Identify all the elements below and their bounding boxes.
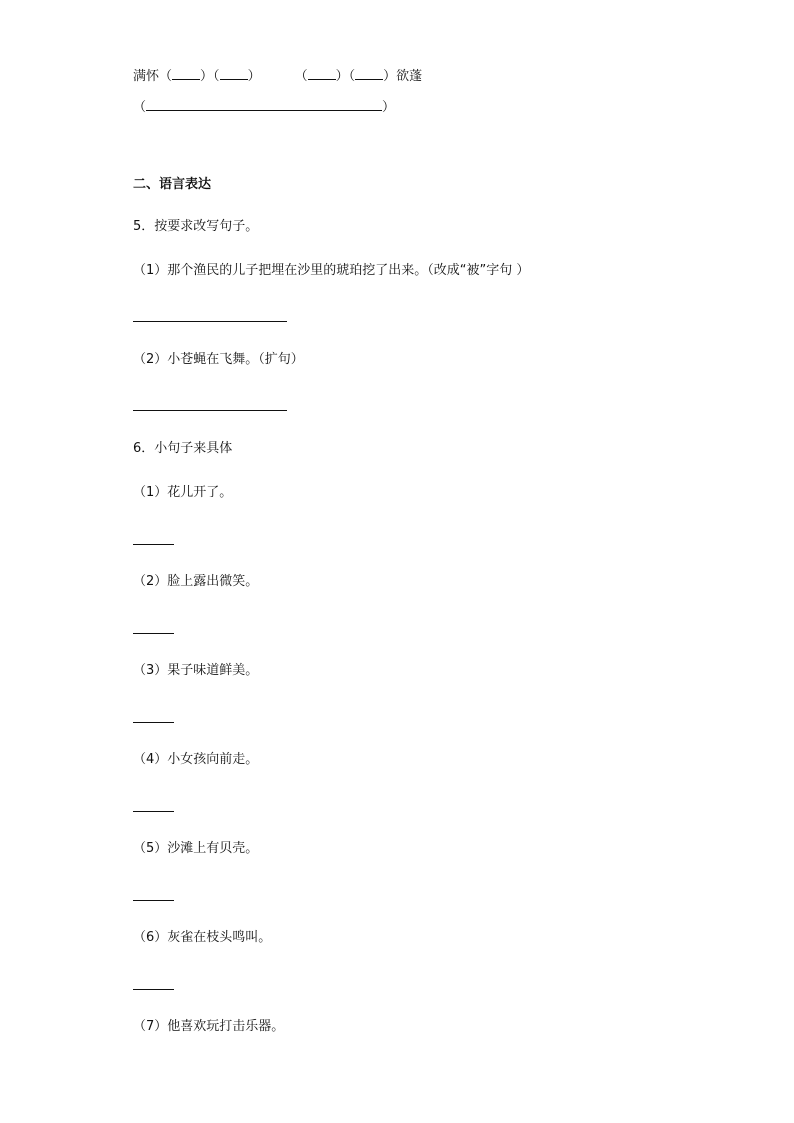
question-6-item-7: （7）他喜欢玩打击乐器。 (133, 1019, 285, 1034)
question-6-item-6: （6）灰雀在枝头鸣叫。 (133, 930, 272, 945)
question-6-title: 6．小句子来具体 (133, 441, 233, 456)
question-5-title: 5．按要求改写句子。 (133, 219, 259, 234)
fill-row-prefix: 满怀 (133, 69, 160, 84)
question-6-item-3: （3）果子味道鲜美。 (133, 663, 259, 678)
blank-field[interactable] (172, 67, 200, 80)
fill-row-suffix: 欲蓬 (396, 69, 423, 84)
answer-line[interactable] (133, 811, 174, 812)
answer-line[interactable] (133, 900, 174, 901)
question-6-item-5: （5）沙滩上有贝壳。 (133, 841, 259, 856)
answer-line[interactable] (133, 633, 174, 634)
blank-field[interactable] (220, 67, 248, 80)
fill-row: 满怀（ ）（ ） （ ）（ ）欲蓬 (133, 69, 423, 84)
question-5-item-2: （2）小苍蝇在飞舞。（扩句） (133, 352, 304, 367)
question-5-item-1: （1）那个渔民的儿子把埋在沙里的琥珀挖了出来。（改成“被”字句 ） (133, 263, 530, 278)
question-6-item-4: （4）小女孩向前走。 (133, 752, 259, 767)
answer-line[interactable] (133, 989, 174, 990)
long-blank-field[interactable] (146, 98, 382, 111)
answer-line[interactable] (133, 722, 174, 723)
long-blank-row: （ ） (133, 100, 396, 115)
section-heading: 二、语言表达 (133, 177, 212, 192)
answer-line[interactable] (133, 321, 287, 322)
question-6-item-1: （1）花儿开了。 (133, 485, 233, 500)
blank-field[interactable] (308, 67, 336, 80)
answer-line[interactable] (133, 544, 174, 545)
answer-line[interactable] (133, 410, 287, 411)
blank-field[interactable] (355, 67, 383, 80)
question-6-item-2: （2）脸上露出微笑。 (133, 574, 259, 589)
